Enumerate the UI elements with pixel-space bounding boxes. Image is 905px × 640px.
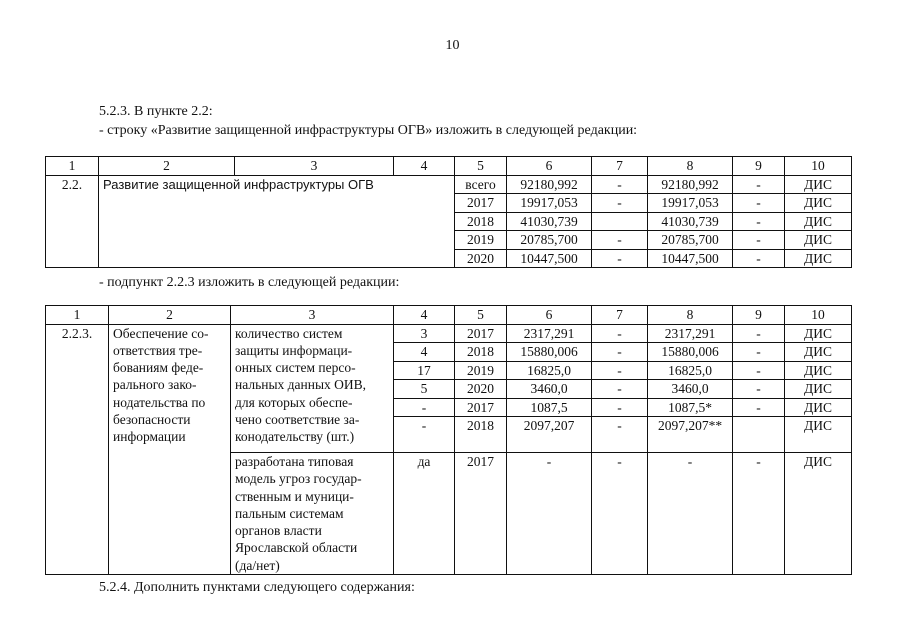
table-row: [46, 175, 852, 194]
table-1-header: 8: [648, 157, 733, 176]
item-number: 2.2.3.: [46, 324, 109, 575]
executor-cell: ДИС: [785, 231, 852, 250]
value-cell: -: [592, 175, 648, 194]
indicator-1: [231, 324, 394, 453]
table-2-header: 6: [507, 306, 592, 325]
table-2: [45, 305, 852, 575]
indicator-line: защиты информаци-: [235, 342, 353, 358]
value-cell: -: [592, 231, 648, 250]
value-cell: 20785,700: [648, 231, 733, 250]
value-cell: [592, 212, 648, 231]
section-heading: 5.2.3. В пункте 2.2:: [99, 104, 213, 119]
executor-cell: ДИС: [785, 361, 852, 380]
instruction-2: - подпункт 2.2.3 изложить в следующей редакции:: [99, 275, 400, 290]
table-1-header: 9: [733, 157, 785, 176]
item-name-line: Обеспечение со-: [113, 325, 209, 341]
value-cell: -: [733, 343, 785, 362]
executor-cell: ДИС: [785, 194, 852, 213]
table-1-header-row: [46, 157, 852, 176]
year-cell: 2020: [455, 380, 507, 399]
table-2-header: 4: [394, 306, 455, 325]
item-name-line: бованиям феде-: [113, 360, 204, 376]
year-cell: 2017: [455, 324, 507, 343]
value-cell: -: [592, 361, 648, 380]
value-cell: -: [733, 249, 785, 268]
executor-cell: ДИС: [785, 212, 852, 231]
indicator-line: чено соответствие за-: [235, 411, 360, 427]
instruction-1: - строку «Развитие защищенной инфраструктуры ОГВ» изложить в следующей редакции:: [99, 123, 638, 138]
executor-cell: ДИС: [785, 417, 852, 453]
value-cell: -: [733, 398, 785, 417]
target-value-cell: 5: [394, 380, 455, 399]
executor-cell: ДИС: [785, 398, 852, 417]
item-number: 2.2.: [46, 175, 99, 268]
value-cell: -: [592, 324, 648, 343]
value-cell: 16825,0: [648, 361, 733, 380]
value-cell: 10447,500: [648, 249, 733, 268]
item-name-line: безопасности: [113, 411, 191, 427]
table-1-header: 1: [46, 157, 99, 176]
target-value-cell: 4: [394, 343, 455, 362]
executor-cell: ДИС: [785, 175, 852, 194]
target-value-cell: -: [394, 417, 455, 453]
value-cell: 2317,291: [648, 324, 733, 343]
target-value-cell: 17: [394, 361, 455, 380]
table-1: [45, 156, 852, 268]
value-cell: 15880,006: [507, 343, 592, 362]
target-value-cell: 3: [394, 324, 455, 343]
table-2-header: 8: [648, 306, 733, 325]
value-cell: 41030,739: [507, 212, 592, 231]
year-cell: 2019: [455, 231, 507, 250]
value-cell: 20785,700: [507, 231, 592, 250]
table-2-header: 5: [455, 306, 507, 325]
page-number: 10: [445, 38, 460, 53]
table-1-header: 2: [99, 157, 235, 176]
value-cell: -: [592, 343, 648, 362]
value-cell: -: [733, 361, 785, 380]
value-cell: -: [733, 212, 785, 231]
value-cell: 92180,992: [648, 175, 733, 194]
table-2-header: 2: [109, 306, 231, 325]
table-2-header: 10: [785, 306, 852, 325]
year-cell: 2018: [455, 417, 507, 453]
indicator-line: конодательству (шт.): [235, 429, 355, 445]
year-cell: 2017: [455, 194, 507, 213]
table-2-header-row: [46, 306, 852, 325]
value-cell: 2097,207: [507, 417, 592, 453]
executor-cell: ДИС: [785, 343, 852, 362]
year-cell: 2020: [455, 249, 507, 268]
value-cell: 10447,500: [507, 249, 592, 268]
value-cell: -: [733, 380, 785, 399]
value-cell: -: [733, 194, 785, 213]
value-cell: -: [592, 453, 648, 575]
table-1-header: 3: [235, 157, 394, 176]
item-name-line: рального зако-: [113, 377, 197, 393]
value-cell: -: [592, 194, 648, 213]
indicator-line: пальным системам: [235, 505, 344, 521]
year-cell: 2018: [455, 212, 507, 231]
item-name-line: информации: [113, 429, 186, 445]
indicator-2: [231, 453, 394, 575]
executor-cell: ДИС: [785, 380, 852, 399]
table-2-header: 7: [592, 306, 648, 325]
value-cell: [733, 417, 785, 453]
target-value-cell: -: [394, 398, 455, 417]
table-1-header: 7: [592, 157, 648, 176]
value-cell: -: [733, 453, 785, 575]
year-cell: всего: [455, 175, 507, 194]
value-cell: -: [592, 380, 648, 399]
value-cell: 1087,5: [507, 398, 592, 417]
value-cell: 15880,006: [648, 343, 733, 362]
value-cell: 2317,291: [507, 324, 592, 343]
value-cell: 92180,992: [507, 175, 592, 194]
indicator-line: для которых обеспе-: [235, 394, 353, 410]
value-cell: -: [648, 453, 733, 575]
value-cell: 3460,0: [507, 380, 592, 399]
value-cell: -: [733, 324, 785, 343]
indicator-line: органов власти: [235, 523, 322, 539]
indicator-line: Ярославской области: [235, 540, 358, 556]
item-name-line: нодательства по: [113, 394, 206, 410]
year-cell: 2017: [455, 398, 507, 417]
value-cell: 1087,5*: [648, 398, 733, 417]
value-cell: -: [733, 175, 785, 194]
indicator-line: нальных данных ОИВ,: [235, 377, 367, 393]
table-1-header: 4: [394, 157, 455, 176]
value-cell: -: [507, 453, 592, 575]
executor-cell: ДИС: [785, 324, 852, 343]
year-cell: 2019: [455, 361, 507, 380]
executor-cell: ДИС: [785, 453, 852, 575]
indicator-line: модель угроз государ-: [235, 471, 362, 487]
table-2-header: 1: [46, 306, 109, 325]
executor-cell: ДИС: [785, 249, 852, 268]
indicator-line: онных систем персо-: [235, 360, 356, 376]
indicator-line: разработана типовая: [235, 454, 354, 469]
table-2-header: 9: [733, 306, 785, 325]
table-1-header: 10: [785, 157, 852, 176]
table-1-header: 5: [455, 157, 507, 176]
indicator-line: ственным и муници-: [235, 488, 354, 504]
table-1-header: 6: [507, 157, 592, 176]
value-cell: -: [592, 417, 648, 453]
year-cell: 2017: [455, 453, 507, 575]
value-cell: 16825,0: [507, 361, 592, 380]
item-name: [109, 324, 231, 575]
year-cell: 2018: [455, 343, 507, 362]
indicator-line: (да/нет): [235, 557, 280, 573]
table-row: [46, 324, 852, 343]
item-name-line: ответствия тре-: [113, 342, 203, 358]
value-cell: -: [592, 398, 648, 417]
value-cell: 19917,053: [648, 194, 733, 213]
section-heading-2: 5.2.4. Дополнить пунктами следующего содержания:: [99, 580, 415, 595]
value-cell: 41030,739: [648, 212, 733, 231]
value-cell: 3460,0: [648, 380, 733, 399]
item-name: Развитие защищенной инфраструктуры ОГВ: [99, 175, 455, 268]
value-cell: -: [733, 231, 785, 250]
table-2-header: 3: [231, 306, 394, 325]
indicator-line: количество систем: [235, 325, 343, 341]
value-cell: 2097,207**: [648, 417, 733, 453]
value-cell: 19917,053: [507, 194, 592, 213]
value-cell: -: [592, 249, 648, 268]
target-value-cell: да: [394, 453, 455, 575]
